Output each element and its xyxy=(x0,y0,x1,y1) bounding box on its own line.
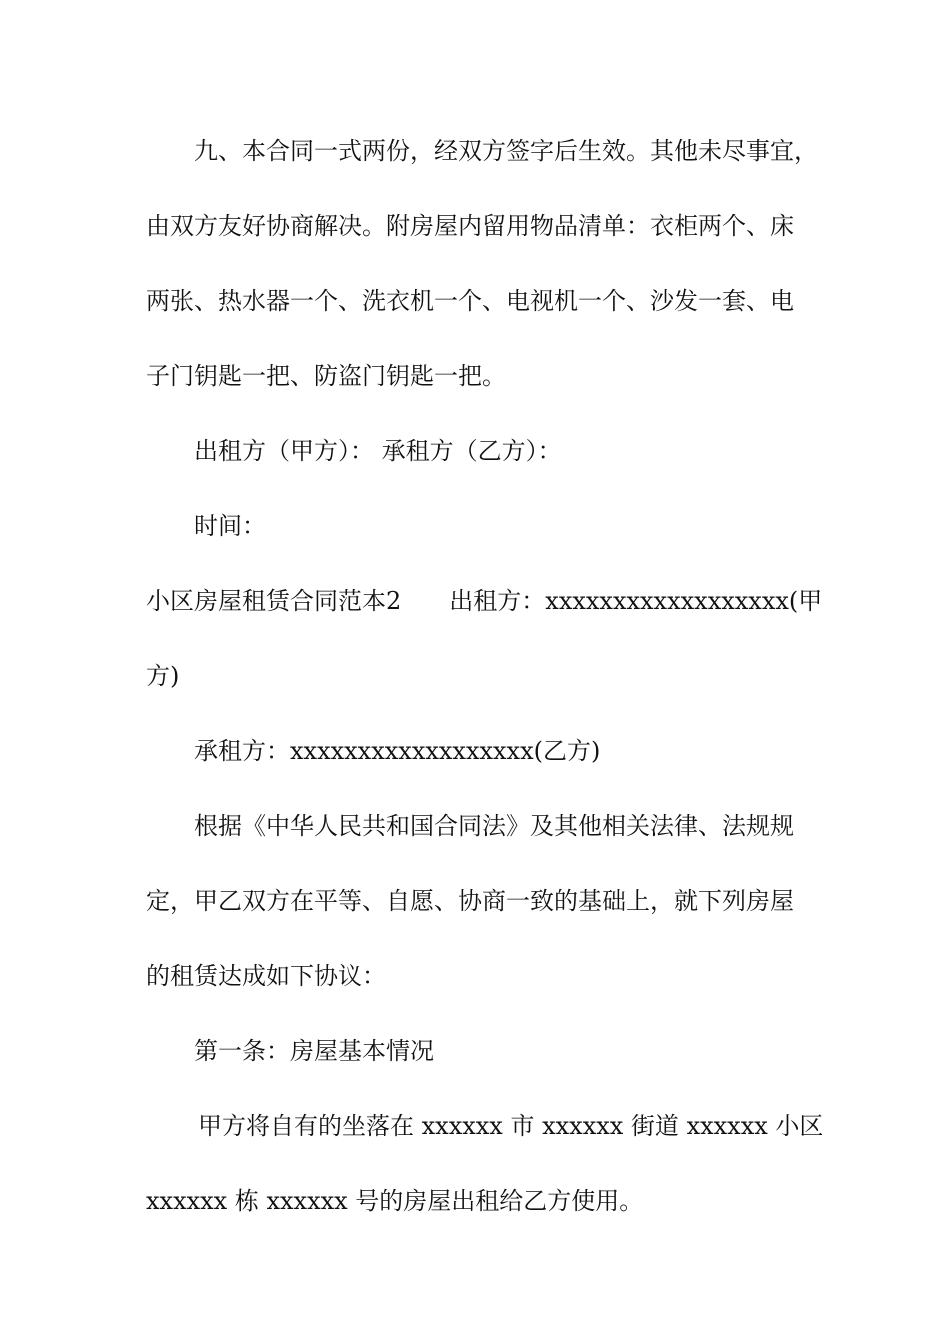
time-line: 时间： xyxy=(194,512,266,540)
paragraph-line: 定，甲乙双方在平等、自愿、协商一致的基础上，就下列房屋 xyxy=(146,887,794,915)
paragraph-line: 方) xyxy=(146,662,180,690)
paragraph-line: 九、本合同一式两份，经双方签字后生效。其他未尽事宜， xyxy=(194,137,818,165)
lessee-field: 承租方：xxxxxxxxxxxxxxxxxx(乙方) xyxy=(194,737,601,765)
paragraph-line: xxxxxx 栋 xxxxxx 号的房屋出租给乙方使用。 xyxy=(146,1187,644,1215)
paragraph-line: 子门钥匙一把、防盗门钥匙一把。 xyxy=(146,362,506,390)
paragraph-line: 根据《中华人民共和国合同法》及其他相关法律、法规规 xyxy=(194,812,794,840)
contract-title: 小区房屋租赁合同范本2 xyxy=(146,587,402,615)
paragraph-line: 甲方将自有的坐落在 xxxxxx 市 xxxxxx 街道 xxxxxx 小区 xyxy=(198,1112,824,1140)
signature-line: 出租方（甲方）： 承租方（乙方）： xyxy=(194,437,562,465)
section-heading-line xyxy=(146,586,822,616)
paragraph-line: 两张、热水器一个、洗衣机一个、电视机一个、沙发一套、电 xyxy=(146,287,794,315)
lessor-field: 出租方：xxxxxxxxxxxxxxxxxx(甲 xyxy=(449,587,823,615)
article-heading: 第一条：房屋基本情况 xyxy=(194,1037,434,1065)
paragraph-line: 的租赁达成如下协议： xyxy=(146,962,386,990)
paragraph-line: 由双方友好协商解决。附房屋内留用物品清单：衣柜两个、床 xyxy=(146,212,794,240)
